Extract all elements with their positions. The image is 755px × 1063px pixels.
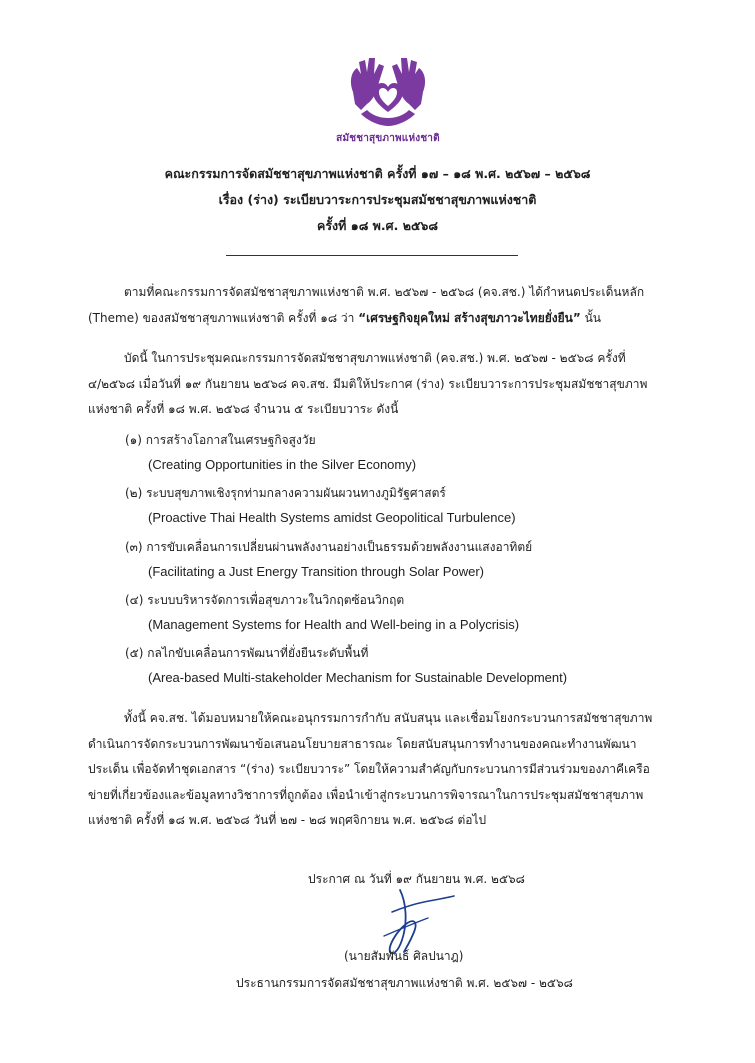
agenda-item-5-th: (๕) กลไกขับเคลื่อนการพัฒนาที่ยั่งยืนระดับพื้นที่: [125, 646, 369, 660]
theme-intro-text: ตามที่คณะกรรมการจัดสมัชชาสุขภาพแห่งชาติ พ.ศ. ๒๕๖๗ - ๒๕๖๘ (คจ.สช.) ได้กำหนดประเด็นหลัก (Theme) ของสมัชชาสุขภาพแห่งชาติ ครั้งที่ ๑๘ ว่า: [88, 285, 645, 325]
organization-logo: [333, 52, 443, 152]
agenda-item-3-th: (๓) การขับเคลื่อนการเปลี่ยนผ่านพลังงานอย่างเป็นธรรมด้วยพลังงานแสงอาทิตย์: [125, 540, 533, 554]
header-committee-line: คณะกรรมการจัดสมัชชาสุขภาพแห่งชาติ ครั้งที่ ๑๗ – ๑๘ พ.ศ. ๒๕๖๗ – ๒๕๖๘: [164, 166, 591, 181]
paragraph-resolution: [88, 346, 663, 423]
organization-name: สมัชชาสุขภาพแห่งชาติ: [336, 133, 440, 144]
agenda-item-1-en: (Creating Opportunities in the Silver Economy): [148, 457, 417, 472]
paragraph-assignment: [88, 706, 663, 834]
theme-quote: “เศรษฐกิจยุคใหม่ สร้างสุขภาวะไทยยั่งยืน”: [358, 310, 581, 325]
agenda-item-4-th: (๔) ระบบบริหารจัดการเพื่อสุขภาวะในวิกฤตซ้อนวิกฤต: [125, 593, 405, 607]
hands-heart-logo-icon: [347, 52, 429, 130]
signatory-name: (นายสัมพันธ์ ศิลปนาฎ): [344, 949, 464, 963]
header-divider: [226, 255, 518, 256]
agenda-item-1-th: (๑) การสร้างโอกาสในเศรษฐกิจสูงวัย: [125, 433, 316, 447]
announcement-date: ประกาศ ณ วันที่ ๑๙ กันยายน พ.ศ. ๒๕๖๘: [308, 872, 525, 886]
agenda-item-2-en: (Proactive Thai Health Systems amidst Geopolitical Turbulence): [148, 510, 516, 525]
theme-end-text: นั้น: [584, 310, 601, 325]
assignment-text: ทั้งนี้ คจ.สช. ได้มอบหมายให้คณะอนุกรรมการกำกับ สนับสนุน และเชื่อมโยงกระบวนการสมัชชาสุขภาพ ดำเนินการจัดกระบวนการพัฒนาข้อเสนอนโยบายสาธารณะ โดยสนับสนุนการทำงานของคณะทำงานพัฒนาประเด็น เพื่อจัดทำชุดเอกสาร “(ร่าง) ระเบียบวาระ” โดยให้ความสำคัญกับกระบวนการมีส่วนร่วมของภาคีเครือข่ายที่เกี่ยวข้องและข้อมูลทางวิชาการที่ถูกต้อง เพื่อนำเข้าสู่กระบวนการพิจารณาในการประชุมสมัชชาสุขภาพแห่งชาติ ครั้งที่ ๑๘ พ.ศ. ๒๕๖๘ วันที่ ๒๗ - ๒๘ พฤศจิกายน พ.ศ. ๒๕๖๘ ต่อไป: [88, 711, 653, 827]
agenda-item-4-en: (Management Systems for Health and Well-being in a Polycrisis): [148, 617, 520, 632]
signatory-position: ประธานกรรมการจัดสมัชชาสุขภาพแห่งชาติ พ.ศ. ๒๕๖๗ - ๒๕๖๘: [236, 976, 573, 990]
agenda-item-3-en: (Facilitating a Just Energy Transition through Solar Power): [148, 564, 484, 579]
paragraph-theme: [88, 280, 663, 331]
header-subject-line: เรื่อง (ร่าง) ระเบียบวาระการประชุมสมัชชาสุขภาพแห่งชาติ: [218, 192, 537, 207]
agenda-item-2-th: (๒) ระบบสุขภาพเชิงรุกท่ามกลางความผันผวนทางภูมิรัฐศาสตร์: [125, 486, 446, 500]
header-session-line: ครั้งที่ ๑๘ พ.ศ. ๒๕๖๘: [316, 218, 438, 233]
agenda-item-5-en: (Area-based Multi-stakeholder Mechanism for Sustainable Development): [148, 670, 568, 685]
resolution-text: บัดนี้ ในการประชุมคณะกรรมการจัดสมัชชาสุขภาพแห่งชาติ (คจ.สช.) พ.ศ. ๒๕๖๗ - ๒๕๖๘ ครั้งที่ ๔/๒๕๖๘ เมื่อวันที่ ๑๙ กันยายน ๒๕๖๘ คจ.สช. มีมติให้ประกาศ (ร่าง) ระเบียบวาระการประชุมสมัชชาสุขภาพแห่งชาติ ครั้งที่ ๑๘ พ.ศ. ๒๕๖๘ จำนวน ๕ ระเบียบวาระ ดังนี้: [88, 351, 648, 416]
